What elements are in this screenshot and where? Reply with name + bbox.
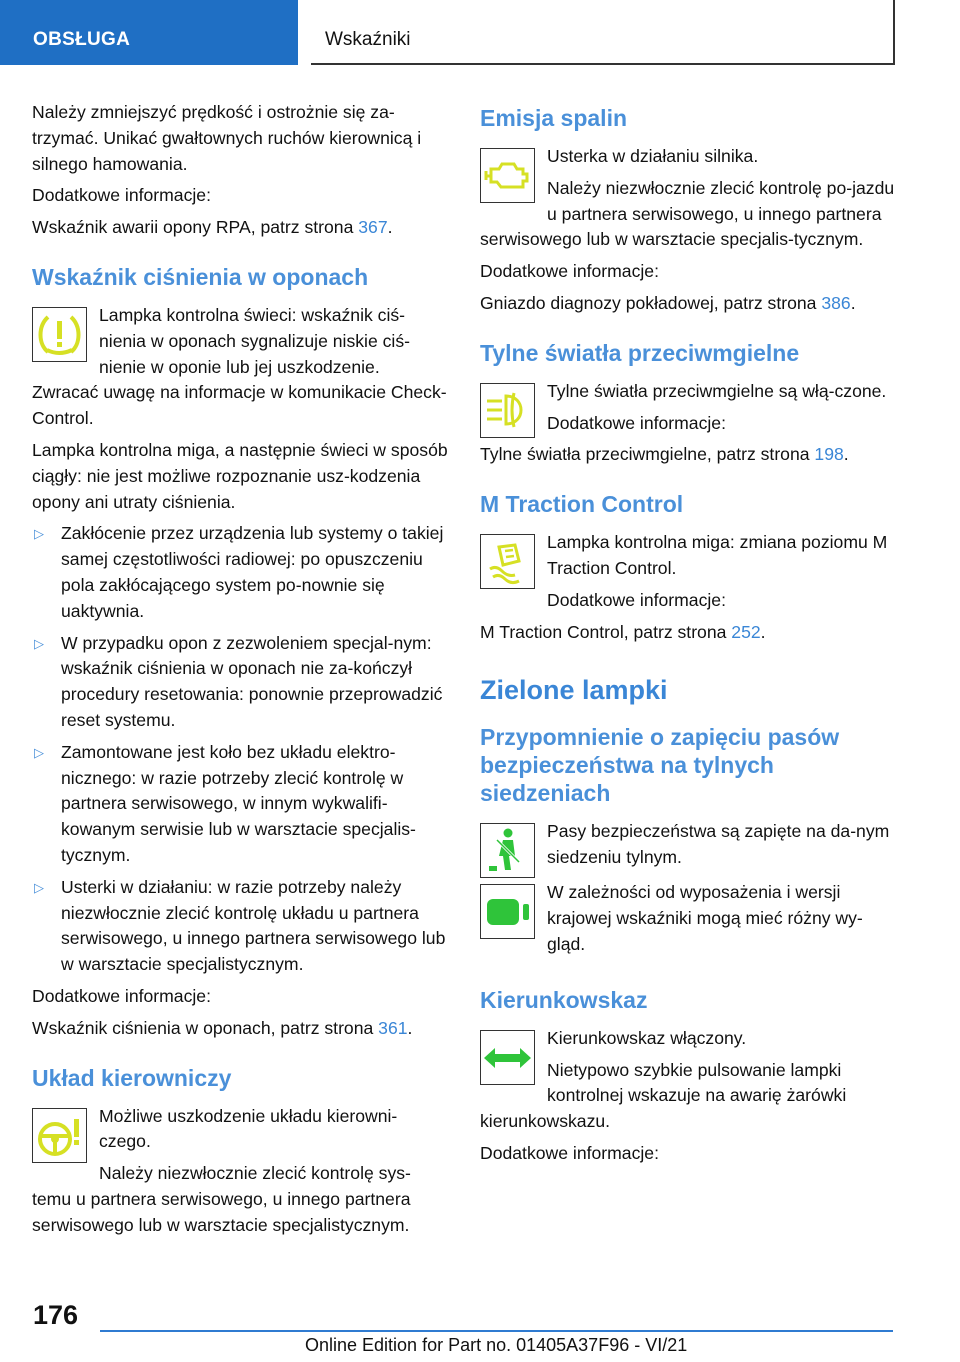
steering-heading: Układ kierowniczy	[32, 1064, 232, 1091]
emission-heading: Emisja spalin	[480, 105, 628, 131]
rear-fog-light-icon	[480, 383, 535, 438]
list-item: ▷ W przypadku opon z zezwoleniem specjal-nym: wskaźnik ciśnienia w oponach nie za-kończył procedury resetowania: ponownie przeprowadzić reset systemu.	[34, 632, 443, 730]
triangle-bullet-icon: ▷	[34, 635, 44, 651]
page-link-252[interactable]: 252	[731, 621, 761, 642]
tpms-more: Dodatkowe informacje:	[32, 985, 211, 1006]
intro-more: Dodatkowe informacje:	[32, 185, 211, 206]
list-item: ▷ Zakłócenie przez urządzenia lub systemy o takiej samej częstotliwości radiowej: po opuszczeniu pola zakłócającego system po-nownie się uaktywnia.	[34, 523, 444, 621]
right-column	[480, 100, 896, 1173]
tpms-bullet-list	[32, 521, 448, 978]
page-link-198[interactable]: 198	[814, 444, 844, 465]
turn-signal-heading: Kierunkowskaz	[480, 986, 648, 1013]
fog-heading: Tylne światła przeciwmgielne	[480, 339, 800, 366]
steering-fault-icon	[32, 1108, 87, 1163]
turn-fast-text: Nietypowo szybkie pulsowanie lampki kontrolnej wskazuje na awarię żarówki kierunkowskazu.	[480, 1059, 847, 1132]
triangle-bullet-icon: ▷	[34, 879, 44, 895]
turn-signal-text: Kierunkowskaz włączony.	[547, 1027, 747, 1048]
page-link-361[interactable]: 361	[378, 1017, 408, 1038]
traction-more: Dodatkowe informacje:	[547, 589, 726, 610]
tpms-ref: Wskaźnik ciśnienia w oponach, patrz strona 361.	[32, 1017, 413, 1038]
seat-status-icon	[480, 884, 535, 939]
tire-pressure-icon	[32, 307, 87, 362]
fog-more: Dodatkowe informacje:	[547, 412, 726, 433]
intro-ref: Wskaźnik awarii opony RPA, patrz strona 367.	[32, 217, 393, 238]
emission-ref: Gniazdo diagnozy pokładowej, patrz strona 386.	[480, 292, 856, 313]
steering-lamp-text: Możliwe uszkodzenie układu kierowni-czego.	[99, 1105, 398, 1152]
left-column	[32, 100, 448, 1244]
edition-note: Online Edition for Part no. 01405A37F96 - VI/21	[305, 1335, 688, 1355]
page-number: 176	[33, 1300, 79, 1330]
fog-ref: Tylne światła przeciwmgielne, patrz strona 198.	[480, 444, 849, 465]
tpms-lamp-text: Lampka kontrolna świeci: wskaźnik ciś-nienia w oponach sygnalizuje niskie ciś-nienie w oponie lub jej uszkodzenie. Zwracać uwagę na informacje w komunikacie Check-Control.	[32, 304, 447, 429]
belt-text: Pasy bezpieczeństwa są zapięte na da-nym siedzeniu tylnym.	[547, 821, 890, 868]
seatbelt-icon	[480, 823, 535, 878]
footer-divider	[100, 1330, 893, 1332]
page-link-367[interactable]: 367	[358, 217, 388, 238]
tpms-blink-text: Lampka kontrolna miga, a następnie świeci w sposób ciągły: nie jest możliwe rozpoznanie usz-kodzenia opony ani utraty ciśnienia.	[32, 439, 448, 512]
engine-check-icon	[480, 148, 535, 203]
list-item: ▷ Zamontowane jest koło bez układu elektro-nicznego: w razie potrzeby zlecić kontrolę w partnera serwisowego, w innym wykwalifi-kowanym serwisie lub w warsztacie specjalis-tycznym.	[34, 741, 416, 865]
belt-reminder-heading: Przypomnienie o zapięciu pasów bezpieczeństwa na tylnych siedzeniach	[480, 724, 840, 807]
traction-heading: M Traction Control	[480, 491, 684, 518]
emission-action-text: Należy niezwłocznie zlecić kontrolę po-jazdu u partnera serwisowego, u innego partnera serwisowego lub w warsztacie specjalis-tycznym.	[480, 177, 895, 250]
turn-signal-icon	[480, 1030, 535, 1085]
equipment-text: W zależności od wyposażenia i wersji krajowej wskaźniki mogą mieć różny wy-gląd.	[547, 882, 863, 954]
fog-lamp-text: Tylne światła przeciwmgielne są włą-czone.	[547, 380, 887, 401]
page-link-386[interactable]: 386	[821, 292, 851, 313]
section-header	[311, 0, 895, 65]
section-label: Wskaźniki	[325, 29, 411, 50]
chapter-label: OBSŁUGA	[33, 29, 131, 50]
traction-control-icon	[480, 534, 535, 589]
list-item: ▷ Usterki w działaniu: w razie potrzeby należy niezwłocznie zlecić kontrolę układu u partnera serwisowego, u innego partnera serwisowego lub w warsztacie specjalistycznym.	[34, 876, 446, 975]
triangle-bullet-icon: ▷	[34, 744, 44, 760]
turn-more: Dodatkowe informacje:	[480, 1142, 659, 1163]
steering-action-text: Należy niezwłocznie zlecić kontrolę sys-temu u partnera serwisowego, u innego partnera serwisowego lub w warsztacie specjalistycznym.	[32, 1163, 411, 1235]
green-lamps-heading: Zielone lampki	[480, 675, 668, 706]
emission-lamp-text: Usterka w działaniu silnika.	[547, 146, 759, 166]
traction-ref: M Traction Control, patrz strona 252.	[480, 621, 766, 642]
triangle-bullet-icon: ▷	[34, 526, 44, 542]
traction-lamp-text: Lampka kontrolna miga: zmiana poziomu M Traction Control.	[547, 532, 888, 578]
emission-more: Dodatkowe informacje:	[480, 261, 659, 282]
tpms-heading: Wskaźnik ciśnienia w oponach	[32, 263, 369, 290]
chapter-tab	[0, 0, 298, 65]
intro-text: Należy zmniejszyć prędkość i ostrożnie się za-trzymać. Unikać gwałtownych ruchów kierownicą i silnego hamowania.	[32, 102, 422, 174]
